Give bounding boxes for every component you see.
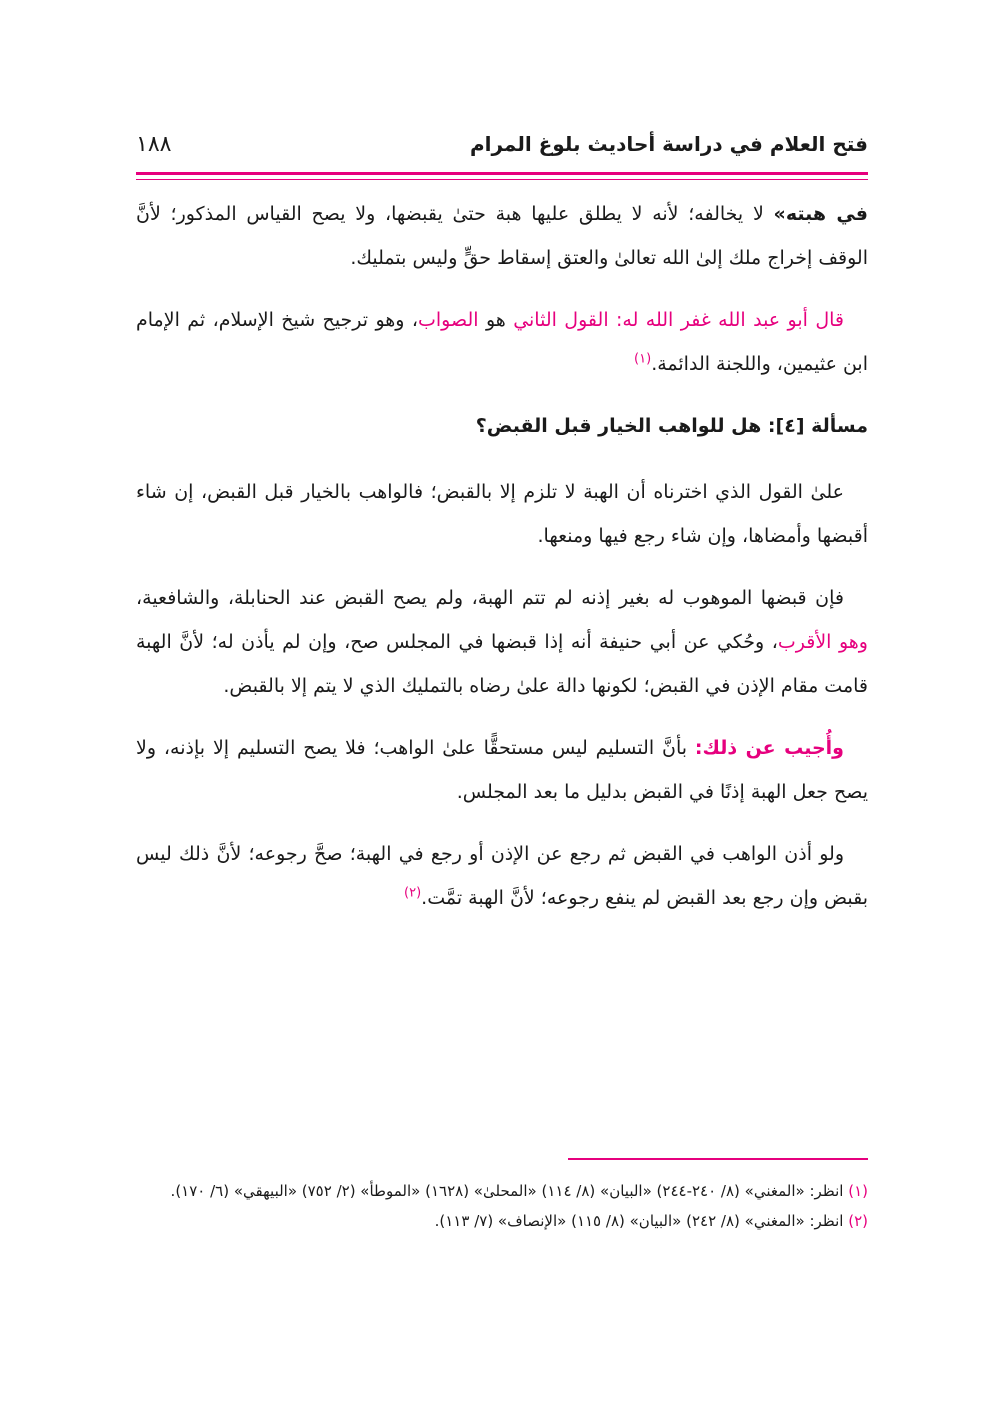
second-opinion-label: القول الثاني [513, 309, 609, 331]
paragraph-2-mid: هو [478, 309, 514, 331]
header-rule-thick [136, 172, 868, 175]
page-header [136, 120, 868, 168]
paragraph-1 [136, 192, 868, 280]
header-rule-thin [136, 179, 868, 180]
footnote-2 [136, 1206, 868, 1236]
author-attribution: قال أبو عبد الله غفر الله له: [616, 309, 845, 331]
paragraph-5-text: بأنَّ التسليم ليس مستحقًّا علىٰ الواهب؛ فلا يصح التسليم إلا بإذنه، ولا يصح جعل الهبة إذنًا في القبض بدليل ما بعد المجلس. [136, 737, 868, 803]
footnote-2-number: (٢) [848, 1212, 868, 1230]
footnote-2-text: انظر: «المغني» (٨/ ٢٤٢) «البيان» (٨/ ١١٥) «الإنصاف» (٧/ ١١٣). [434, 1212, 849, 1230]
issue-heading: مسألة [٤]: هل للواهب الخيار قبل القبض؟ [475, 415, 868, 437]
book-page [136, 120, 868, 1320]
footnote-1-number: (١) [848, 1182, 868, 1200]
footnote-1-text: انظر: «المغني» (٨/ ٢٤٠-٢٤٤) «البيان» (٨/ ١١٤) «المحلىٰ» (١٦٢٨) «الموطأ» (٢/ ٧٥٢) «البيهقي» (٦/ ١٧٠). [170, 1182, 849, 1200]
correct-label: الصواب [418, 309, 479, 331]
paragraph-2-text: ، وهو ترجيح شيخ الإسلام، ثم الإمام ابن عثيمين، واللجنة الدائمة. [136, 309, 868, 375]
footnote-ref-2[interactable]: (٢) [404, 885, 422, 901]
paragraph-1-bold-start: في هبته» [773, 203, 869, 225]
footnote-separator [568, 1158, 868, 1160]
running-title: فتح العلام في دراسة أحاديث بلوغ المرام [469, 132, 868, 156]
footnotes [136, 1176, 868, 1236]
paragraph-2 [136, 298, 868, 386]
paragraph-1-text: لا يخالفه؛ لأنه لا يطلق عليها هبة حتىٰ يقبضها، ولا يصح القياس المذكور؛ لأنَّ الوقف إخراج ملك إلىٰ الله تعالىٰ والعتق إسقاط حقٍّ وليس بتمليك. [136, 203, 868, 269]
paragraph-4-text-a: فإن قبضها الموهوب له بغير إذنه لم تتم الهبة، ولم يصح القبض عند الحنابلة، والشافعية، [136, 587, 844, 609]
paragraph-6 [136, 832, 868, 920]
paragraph-4-text-b: ، وحُكي عن أبي حنيفة أنه إذا قبضها في المجلس صح، وإن لم يأذن له؛ لأنَّ الهبة قامت مقام الإذن في القبض؛ لكونها دالة علىٰ رضاه بالتمليك الذي لا يتم إلا بالقبض. [136, 631, 868, 697]
footnote-1 [136, 1176, 868, 1206]
preferred-label: وهو الأقرب [777, 631, 868, 653]
paragraph-3-text: علىٰ القول الذي اخترناه أن الهبة لا تلزم إلا بالقبض؛ فالواهب بالخيار قبل القبض، إن شاء أقبضها وأمضاها، وإن شاء رجع فيها ومنعها. [136, 481, 868, 547]
paragraph-3 [136, 470, 868, 558]
page-body [136, 192, 868, 920]
rebuttal-label: وأُجيب عن ذلك: [694, 737, 844, 759]
page-number: ١٨٨ [136, 132, 172, 157]
paragraph-4 [136, 576, 868, 708]
paragraph-6-text: ولو أذن الواهب في القبض ثم رجع عن الإذن أو رجع في الهبة؛ صحَّ رجوعه؛ لأنَّ ذلك ليس بقبض وإن رجع بعد القبض لم ينفع رجوعه؛ لأنَّ الهبة تمَّت. [136, 843, 868, 909]
footnote-ref-1[interactable]: (١) [634, 351, 652, 367]
paragraph-5 [136, 726, 868, 814]
